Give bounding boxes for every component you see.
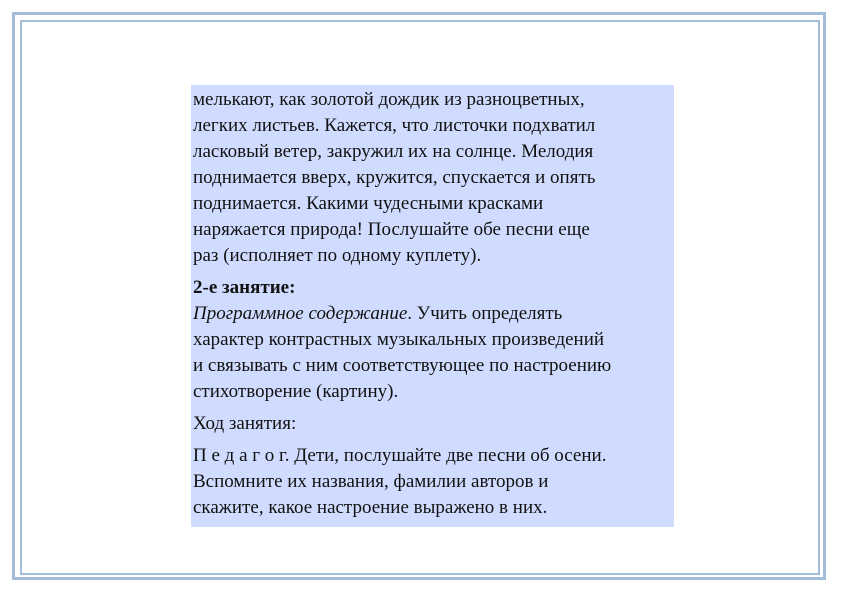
- paragraph-intro: мелькают, как золотой дождик из разноцветных, легких листьев. Кажется, что листочки подхватил ласковый ветер, закружил их на солнце. Мелодия поднимается вверх, кружится, спускается и опять поднимается. Какими чудесными красками наряжается природа! Послушайте обе песни еще раз (исполняет по одному куплету).: [193, 89, 596, 266]
- teacher-paragraph: П е д а г о г. Дети, послушайте две песни об осени. Вспомните их названия, фамилии авторов и скажите, какое настроение выражено в них.: [193, 445, 607, 518]
- lesson-progress: Ход занятия:: [193, 413, 297, 434]
- lesson-heading: 2-е занятие:: [193, 277, 296, 298]
- text-box: [191, 85, 674, 527]
- program-text: . Учить определять характер контрастных музыкальных произведений и связывать с ним соответствующее по настроению стихотворение (картину).: [193, 303, 612, 402]
- program-paragraph: [193, 301, 674, 405]
- program-label: Программное содержание: [193, 303, 408, 324]
